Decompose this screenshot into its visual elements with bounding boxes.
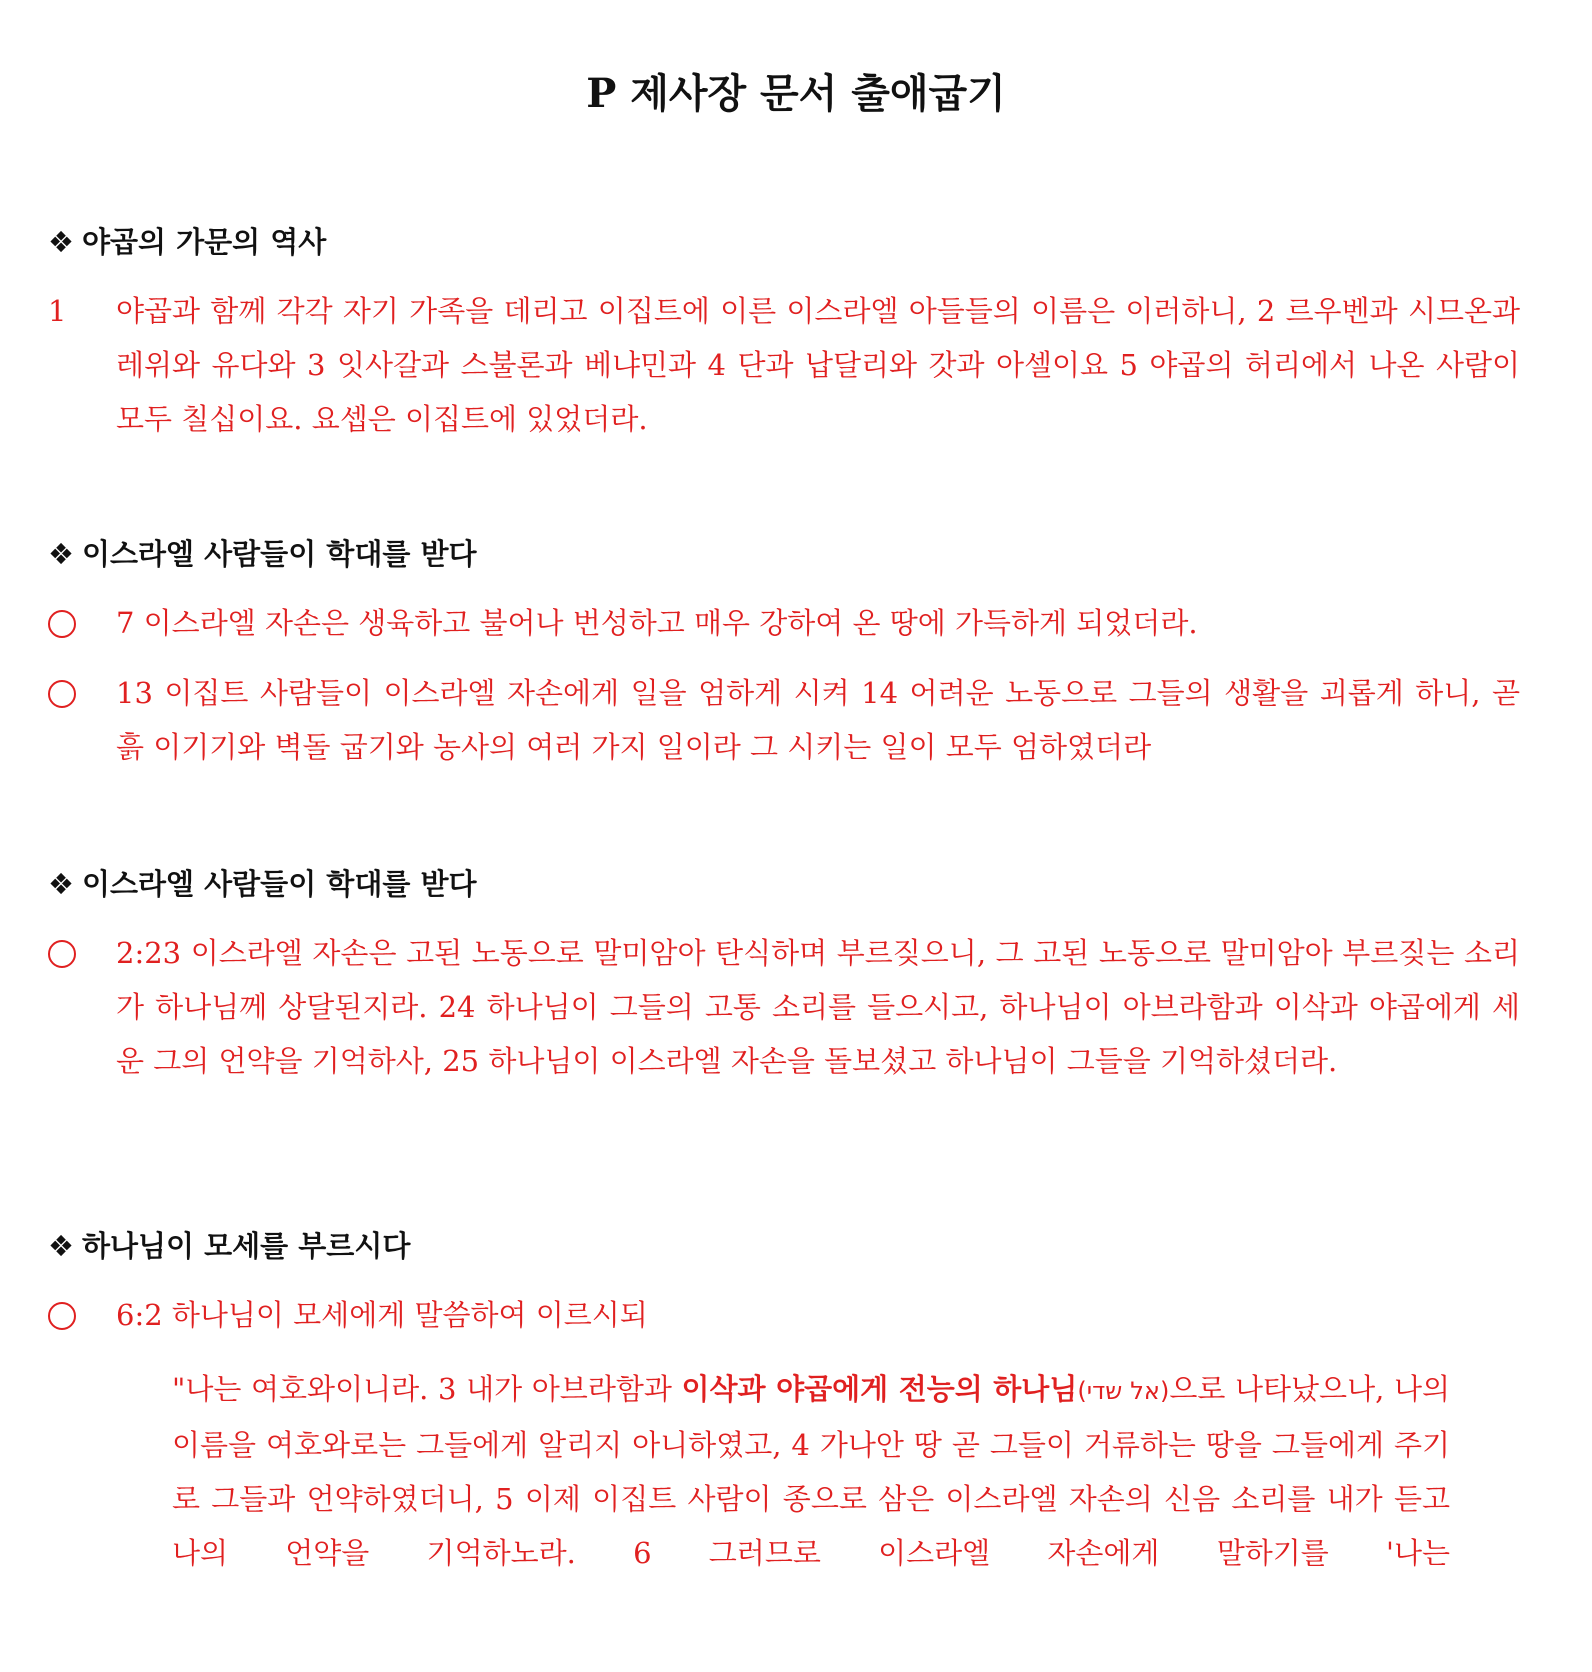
section-heading-text: 이스라엘 사람들이 학대를 받다 bbox=[82, 867, 477, 901]
page-title: P 제사장 문서 출애굽기 bbox=[586, 70, 1006, 117]
item-text: 6:2 하나님이 모세에게 말씀하여 이르시되 bbox=[116, 1298, 648, 1332]
section-heading-text: 이스라엘 사람들이 학대를 받다 bbox=[82, 537, 477, 571]
list-item bbox=[48, 1288, 1520, 1342]
item-text: 13 이집트 사람들이 이스라엘 자손에게 일을 엄하게 시켜 14 어려운 노동으로 그들의 생활을 괴롭게 하니, 곧 흙 이기기와 벽돌 굽기와 농사의 여러 가지 일이라 그 시키는 일이 모두 엄하였더라 bbox=[116, 676, 1520, 764]
list-item bbox=[48, 596, 1520, 650]
section-heading bbox=[48, 1224, 410, 1265]
circle-bullet-icon bbox=[48, 1302, 76, 1330]
quote-text-continued: 으로 나타났으나, 나의 이름을 여호와로는 그들에게 알리지 아니하였고, 4 가나안 땅 곧 그들이 거류하는 땅을 그들에게 주기로 그들과 언약하였더니, 5 이제 이집트 사람이 종으로 삼은 이스라엘 자손의 신음 소리를 내가 듣고 나의 언약을 기억하노라. 6 그러므로 이스라엘 자손에게 말하기를 '나는 bbox=[172, 1372, 1450, 1570]
section-heading bbox=[48, 532, 476, 573]
list-item bbox=[48, 926, 1520, 1088]
list-item bbox=[48, 666, 1520, 774]
section-heading-text: 야곱의 가문의 역사 bbox=[82, 225, 327, 259]
item-text: 야곱과 함께 각각 자기 가족을 데리고 이집트에 이른 이스라엘 아들들의 이름은 이러하니, 2 르우벤과 시므온과 레위와 유다와 3 잇사갈과 스불론과 베냐민과 4 단과 납달리와 갓과 아셀이요 5 야곱의 허리에서 나온 사람이 모두 칠십이요. 요셉은 이집트에 있었더라. bbox=[116, 294, 1520, 436]
list-item bbox=[48, 284, 1520, 446]
diamond-bullet-icon: ❖ bbox=[48, 867, 74, 901]
item-number: 1 bbox=[48, 294, 67, 328]
section-heading bbox=[48, 862, 476, 903]
item-text: 7 이스라엘 자손은 생육하고 불어나 번성하고 매우 강하여 온 땅에 가득하게 되었더라. bbox=[116, 606, 1198, 640]
section-heading-text: 하나님이 모세를 부르시다 bbox=[82, 1229, 411, 1263]
item-text: 2:23 이스라엘 자손은 고된 노동으로 말미암아 탄식하며 부르짖으니, 그 고된 노동으로 말미암아 부르짖는 소리가 하나님께 상달된지라. 24 하나님이 그들의 고통 소리를 들으시고, 하나님이 아브라함과 이삭과 야곱에게 세운 그의 언약을 기억하사, 25 하나님이 이스라엘 자손을 돌보셨고 하나님이 그들을 기억하셨더라. bbox=[116, 936, 1520, 1078]
circle-bullet-icon bbox=[48, 680, 76, 708]
section-heading bbox=[48, 220, 326, 261]
quote-hebrew: (אל שדי) bbox=[1077, 1377, 1170, 1405]
quote-text: "나는 여호와이니라. 3 내가 아브라함과 bbox=[172, 1372, 682, 1406]
circle-bullet-icon bbox=[48, 610, 76, 638]
diamond-bullet-icon: ❖ bbox=[48, 1229, 74, 1263]
diamond-bullet-icon: ❖ bbox=[48, 225, 74, 259]
diamond-bullet-icon: ❖ bbox=[48, 537, 74, 571]
quote-block bbox=[172, 1362, 1450, 1580]
quote-emphasis: 이삭과 야곱에게 전능의 하나님 bbox=[681, 1372, 1078, 1406]
circle-bullet-icon bbox=[48, 940, 76, 968]
